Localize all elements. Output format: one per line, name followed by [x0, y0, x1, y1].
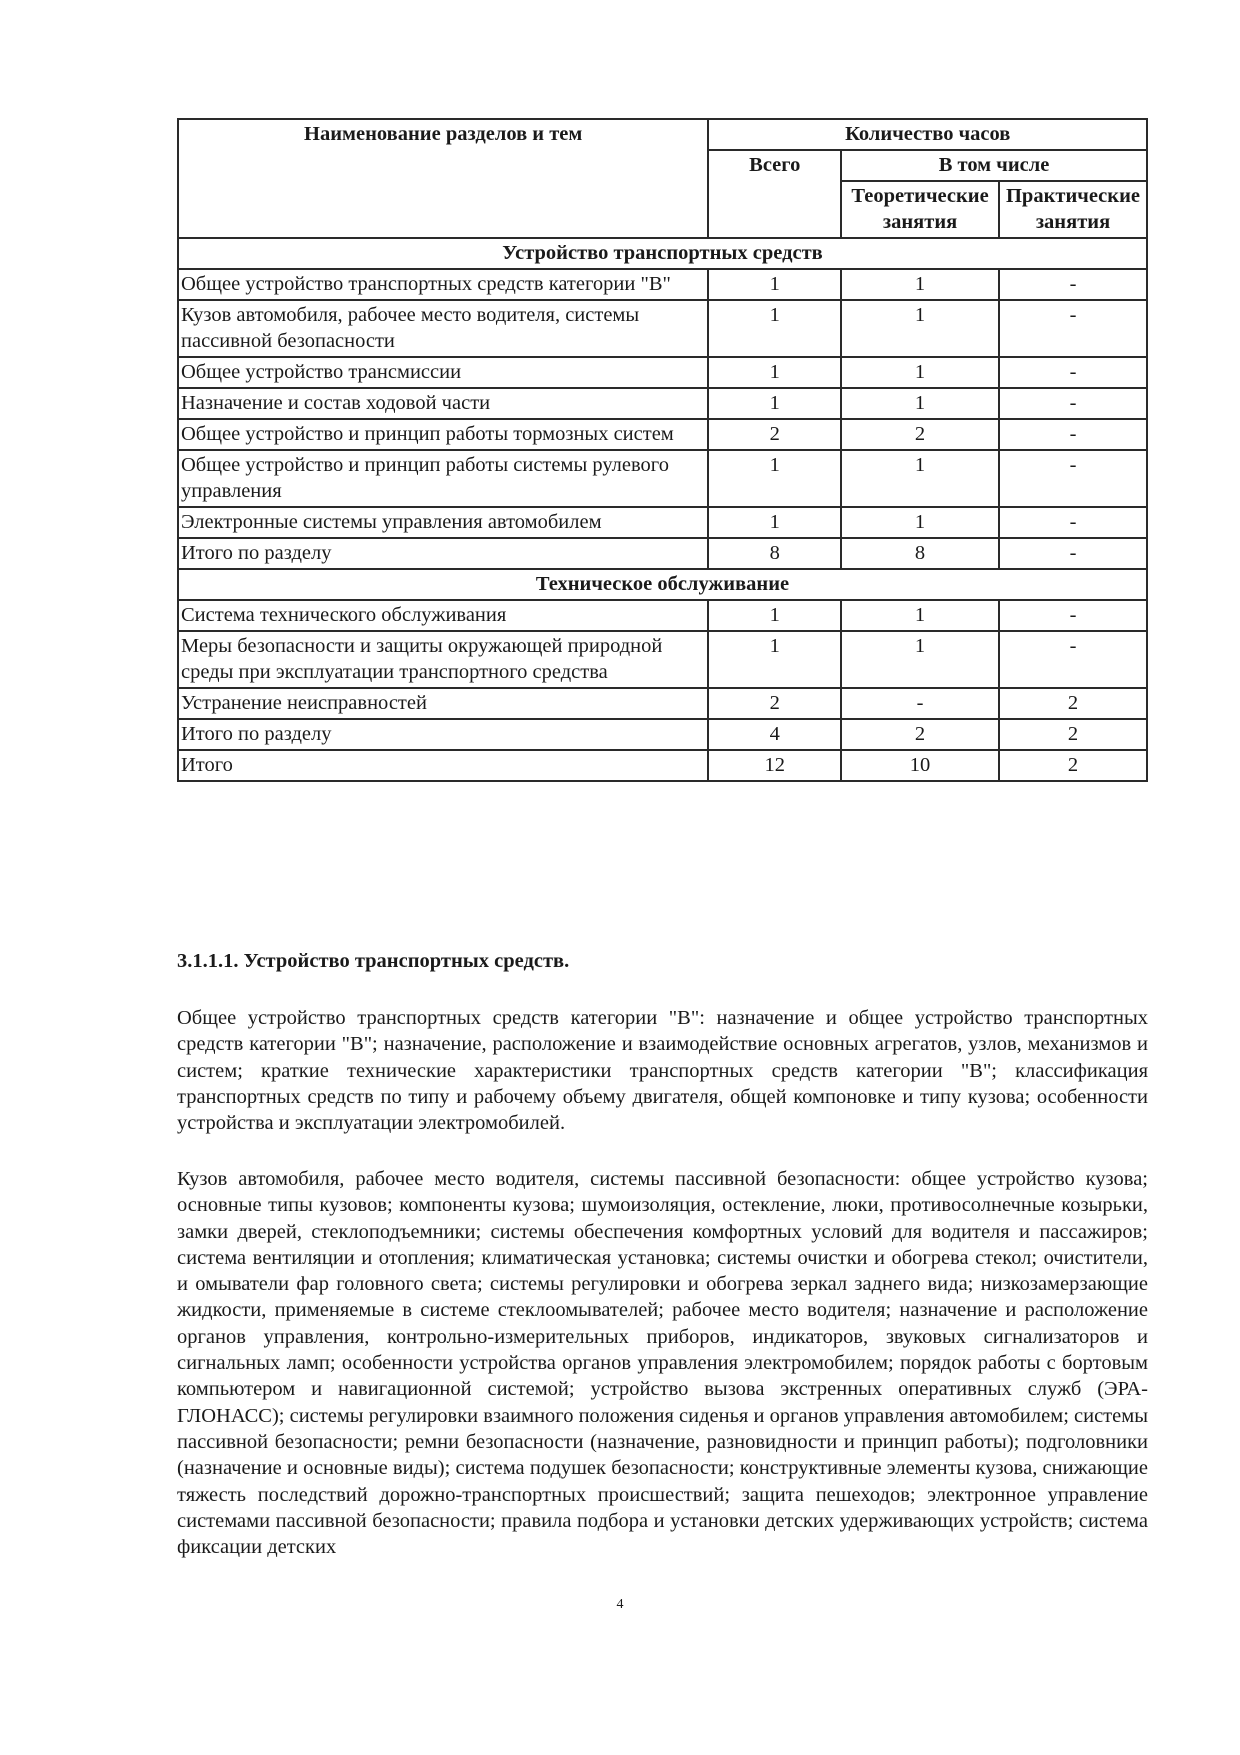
section-heading: 3.1.1.1. Устройство транспортных средств.: [177, 950, 570, 972]
header-total: Всего: [708, 150, 841, 238]
topic-name: Назначение и состав ходовой части: [178, 388, 708, 419]
topic-name: Итого по разделу: [178, 719, 708, 750]
section-title: Техническое обслуживание: [178, 569, 1147, 600]
table-row: [178, 507, 1147, 538]
theory-hours: 1: [841, 300, 999, 357]
table-row: [178, 269, 1147, 300]
topic-name: Меры безопасности и защиты окружающей природной среды при эксплуатации транспортного средства: [178, 631, 708, 688]
practice-hours: 2: [999, 688, 1147, 719]
practice-hours: -: [999, 300, 1147, 357]
total-hours: 1: [708, 388, 841, 419]
theory-hours: 1: [841, 507, 999, 538]
topic-name: Общее устройство и принцип работы тормозных систем: [178, 419, 708, 450]
total-hours: 1: [708, 631, 841, 688]
total-hours: 4: [708, 719, 841, 750]
theory-hours: 1: [841, 357, 999, 388]
theory-hours: 2: [841, 719, 999, 750]
topic-name: Система технического обслуживания: [178, 600, 708, 631]
total-hours: 8: [708, 538, 841, 569]
table-row: [178, 450, 1147, 507]
topic-name: Кузов автомобиля, рабочее место водителя, системы пассивной безопасности: [178, 300, 708, 357]
theory-hours: 1: [841, 631, 999, 688]
practice-hours: -: [999, 388, 1147, 419]
topic-name: Итого: [178, 750, 708, 781]
section-subtotal-row: [178, 538, 1147, 569]
practice-hours: -: [999, 450, 1147, 507]
table-row: [178, 688, 1147, 719]
table-row: [178, 388, 1147, 419]
practice-hours: 2: [999, 750, 1147, 781]
topic-name: Общее устройство и принцип работы системы рулевого управления: [178, 450, 708, 507]
theory-hours: 1: [841, 600, 999, 631]
practice-hours: -: [999, 631, 1147, 688]
practice-hours: -: [999, 419, 1147, 450]
total-hours: 1: [708, 269, 841, 300]
total-hours: 1: [708, 600, 841, 631]
total-hours: 1: [708, 357, 841, 388]
paragraph: Общее устройство транспортных средств категории "B": назначение и общее устройство транспортных средств категории "B"; назначение, расположение и взаимодействие основных агрегатов, узлов, механизмов и систем; краткие технические характеристики транспортных средств категории "B"; классификация транспортных средств по типу и рабочему объему двигателя, общей компоновке и типу кузова; особенности устройства и эксплуатации электромобилей.: [177, 1007, 1148, 1135]
practice-hours: -: [999, 538, 1147, 569]
topic-name: Электронные системы управления автомобилем: [178, 507, 708, 538]
theory-hours: 1: [841, 269, 999, 300]
total-hours: 1: [708, 450, 841, 507]
total-hours: 2: [708, 688, 841, 719]
page-number: 4: [616, 1597, 624, 1612]
table-row: [178, 631, 1147, 688]
theory-hours: 8: [841, 538, 999, 569]
header-topic-name: Наименование разделов и тем: [178, 119, 708, 238]
topic-name: Устранение неисправностей: [178, 688, 708, 719]
table-row: [178, 600, 1147, 631]
topic-name: Общее устройство транспортных средств категории "B": [178, 269, 708, 300]
practice-hours: -: [999, 269, 1147, 300]
table-row: [178, 300, 1147, 357]
theory-hours: 10: [841, 750, 999, 781]
practice-hours: -: [999, 507, 1147, 538]
section-subtotal-row: [178, 719, 1147, 750]
header-theory: Теоретические занятия: [841, 181, 999, 238]
total-hours: 1: [708, 507, 841, 538]
table-row: [178, 419, 1147, 450]
header-including: В том числе: [841, 150, 1147, 181]
theory-hours: 1: [841, 388, 999, 419]
theory-hours: 1: [841, 450, 999, 507]
table-row: [178, 357, 1147, 388]
theory-hours: 2: [841, 419, 999, 450]
section-title: Устройство транспортных средств: [178, 238, 1147, 269]
theory-hours: -: [841, 688, 999, 719]
hours-table: [177, 118, 1148, 782]
practice-hours: 2: [999, 719, 1147, 750]
total-hours: 12: [708, 750, 841, 781]
header-practice: Практические занятия: [999, 181, 1147, 238]
paragraph: Кузов автомобиля, рабочее место водителя, системы пассивной безопасности: общее устройство кузова; основные типы кузовов; компоненты кузова; шумоизоляция, остекление, люки, противосолнечные козырьки, замки дверей, стеклоподъемники; системы обеспечения комфортных условий для водителя и пассажиров; система вентиляции и отопления; климатическая установка; системы очистки и обогрева стекол; очистители, и омыватели фар головного света; системы регулировки и обогрева зеркал заднего вида; низкозамерзающие жидкости, применяемые в системе стеклоомывателей; рабочее место водителя; назначение и расположение органов управления, контрольно-измерительных приборов, индикаторов, звуковых сигнализаторов и сигнальных ламп; особенности устройства органов управления электромобилем; порядок работы с бортовым компьютером и навигационной системой; устройство вызова экстренных оперативных служб (ЭРА-ГЛОНАСС); системы регулировки взаимного положения сиденья и органов управления автомобилем; системы пассивной безопасности; ремни безопасности (назначение, разновидности и принцип работы); подголовники (назначение и основные виды); система подушек безопасности; конструктивные элементы кузова, снижающие тяжесть последствий дорожно-транспортных происшествий; защита пешеходов; электронное управление системами пассивной безопасности; правила подбора и установки детских удерживающих устройств; система фиксации детских: [177, 1168, 1148, 1559]
total-hours: 2: [708, 419, 841, 450]
grand-total-row: [178, 750, 1147, 781]
topic-name: Итого по разделу: [178, 538, 708, 569]
practice-hours: -: [999, 600, 1147, 631]
total-hours: 1: [708, 300, 841, 357]
header-hours: Количество часов: [708, 119, 1147, 150]
practice-hours: -: [999, 357, 1147, 388]
topic-name: Общее устройство трансмиссии: [178, 357, 708, 388]
